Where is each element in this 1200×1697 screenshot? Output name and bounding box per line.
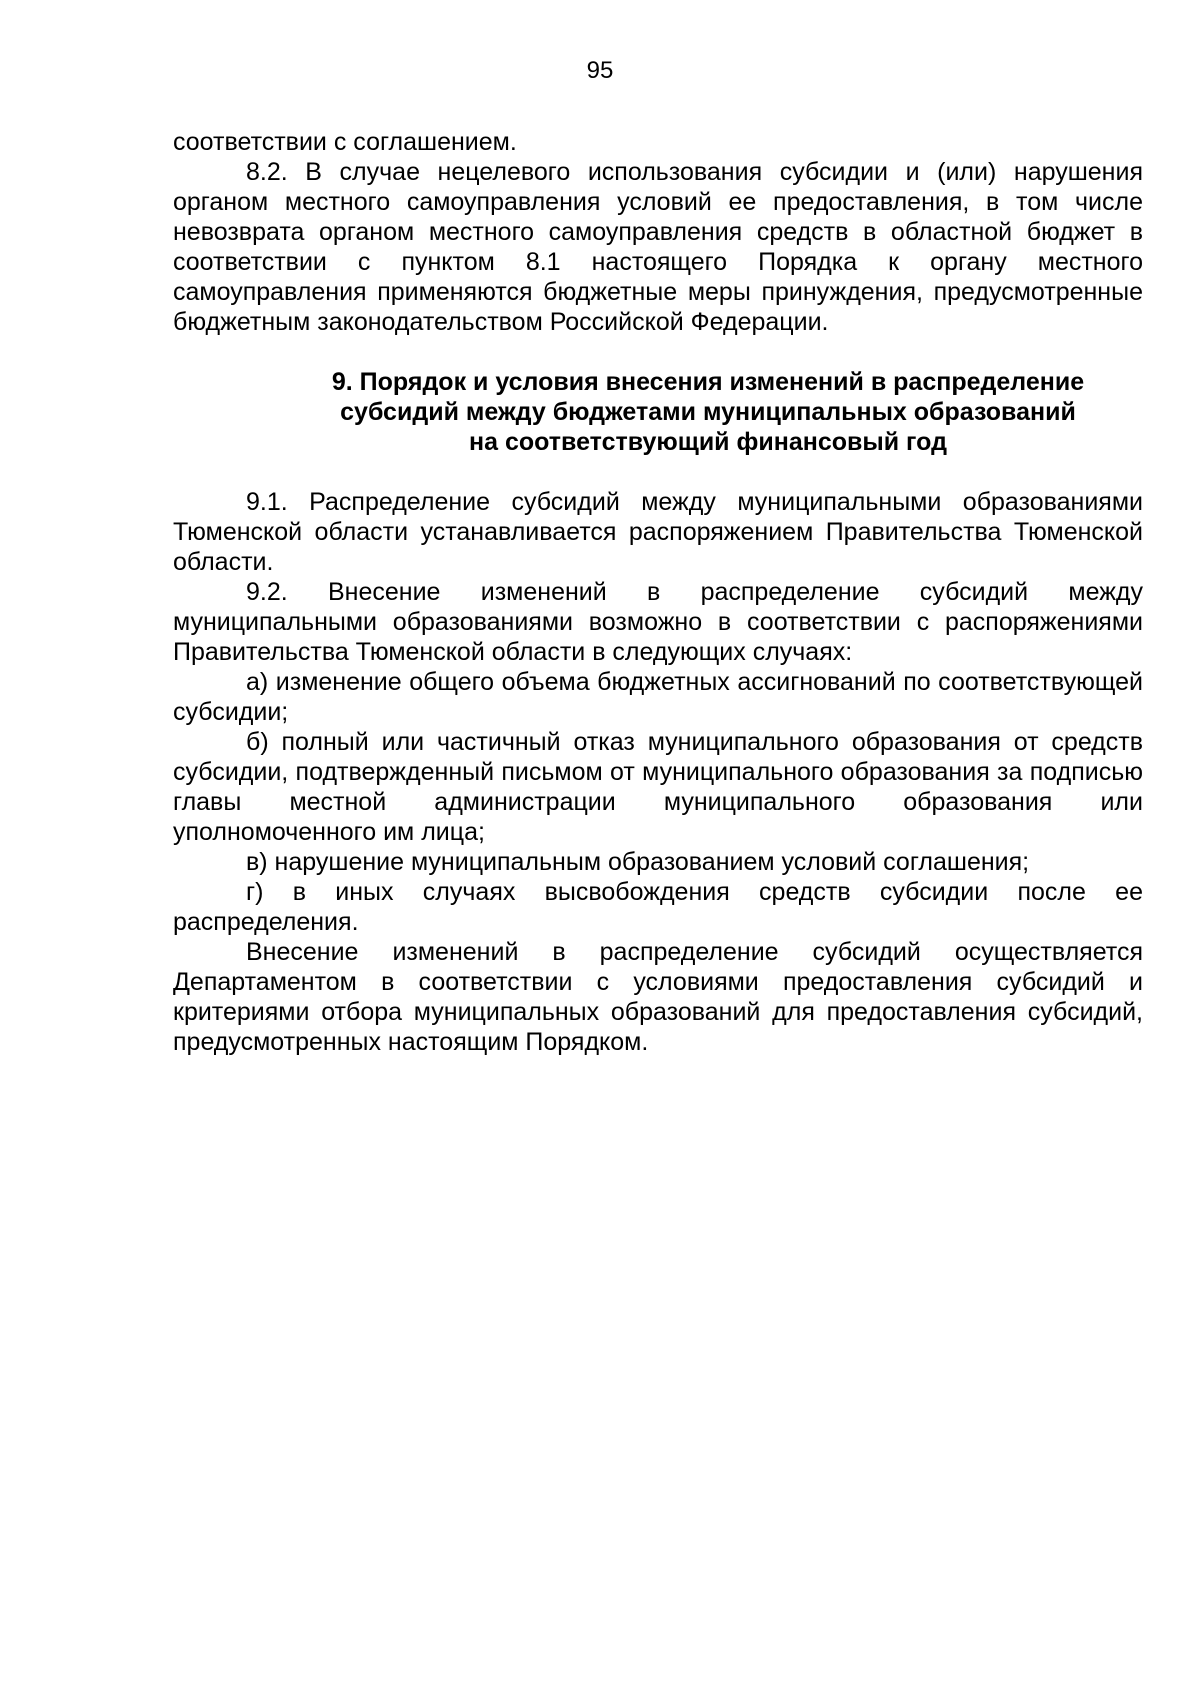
section-9-heading-line-2: субсидий между бюджетами муниципальных образований (340, 398, 1076, 426)
paragraph-9-2: 9.2. Внесение изменений в распределение субсидий между муниципальными образованиями возможно в соответствии с распоряжениями Правительства Тюменской области в следующих случаях: (173, 578, 1143, 666)
paragraph-9-2-g: г) в иных случаях высвобождения средств субсидии после ее распределения. (173, 878, 1143, 936)
paragraph-9-changes: Внесение изменений в распределение субсидий осуществляется Департаментом в соответствии с условиями предоставления субсидий и критериями отбора муниципальных образований для предоставления субсидий, предусмотренных настоящим Порядком. (173, 938, 1143, 1056)
section-9-heading (173, 367, 1143, 457)
section-9-heading-line-1: 9. Порядок и условия внесения изменений в распределение (331, 368, 1085, 396)
paragraph-9-2-a: а) изменение общего объема бюджетных ассигнований по соответствующей субсидии; (173, 668, 1143, 726)
paragraph-8-2: 8.2. В случае нецелевого использования субсидии и (или) нарушения органом местного самоуправления условий ее предоставления, в том числе невозврата органом местного самоуправления средств в областной бюджет в соответствии с пунктом 8.1 настоящего Порядка к органу местного самоуправления применяются бюджетные меры принуждения, предусмотренные бюджетным законодательством Российской Федерации. (173, 158, 1143, 336)
paragraph-9-2-b: б) полный или частичный отказ муниципального образования от средств субсидии, подтвержденный письмом от муниципального образования за подписью главы местной администрации муниципального образования или уполномоченного им лица; (173, 728, 1143, 846)
paragraph-9-2-v: в) нарушение муниципальным образованием условий соглашения; (246, 848, 1030, 876)
page-number: 95 (586, 57, 614, 84)
section-9-heading-line-3: на соответствующий финансовый год (469, 428, 947, 456)
paragraph-8-1-tail: соответствии с соглашением. (173, 128, 517, 156)
document-body (173, 127, 1143, 1057)
paragraph-9-1: 9.1. Распределение субсидий между муниципальными образованиями Тюменской области устанавливается распоряжением Правительства Тюменской области. (173, 488, 1143, 576)
